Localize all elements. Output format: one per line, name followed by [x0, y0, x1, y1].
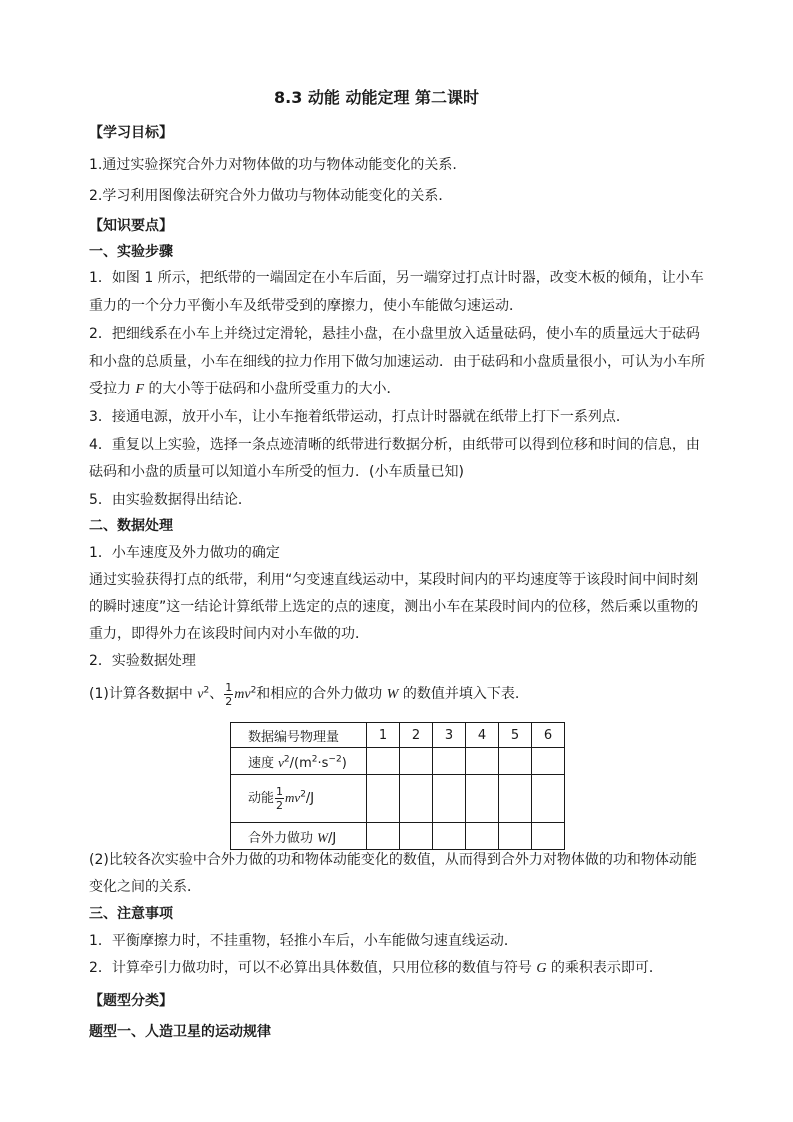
- step-4-line-1: 4．重复以上实验，选择一条点迹清晰的纸带进行数据分析，由纸带可以得到位移和时间的信息，由: [89, 437, 700, 453]
- subsection-1: 1．小车速度及外力做功的确定: [89, 545, 280, 561]
- compare-line-2: 变化之间的关系．: [89, 879, 201, 895]
- table-cell[interactable]: [499, 823, 532, 850]
- table-column-header: 3: [433, 723, 466, 748]
- table-cell[interactable]: [367, 748, 400, 775]
- table-cell[interactable]: [466, 748, 499, 775]
- data-table: [230, 722, 565, 850]
- table-cell[interactable]: [466, 823, 499, 850]
- step-2-line-2: 和小盘的总质量，小车在细线的拉力作用下做匀加速运动．由于砝码和小盘质量很小，可认为小车所: [89, 354, 705, 370]
- table-cell[interactable]: [532, 775, 565, 823]
- table-cell[interactable]: [400, 748, 433, 775]
- table-row: [231, 748, 565, 775]
- table-cell[interactable]: [433, 823, 466, 850]
- question-type-1: 题型一、人造卫星的运动规律: [89, 1024, 271, 1040]
- step-2-line-1: 2．把细线系在小车上并绕过定滑轮，悬挂小盘，在小盘里放入适量砝码，使小车的质量远大于砝码: [89, 326, 700, 342]
- page-title: 8.3 动能 动能定理 第二课时: [274, 88, 480, 107]
- table-cell[interactable]: [400, 823, 433, 850]
- table-cell[interactable]: [367, 775, 400, 823]
- step-1-line-2: 重力的一个分力平衡小车及纸带受到的摩擦力，使小车能做匀速运动．: [89, 298, 523, 314]
- section-heading-notes: 三、注意事项: [89, 906, 173, 922]
- step-1-line-1: 1．如图 1 所示，把纸带的一端固定在小车后面，另一端穿过打点计时器，改变木板的倾角，让小车: [89, 270, 704, 286]
- step-2-line-3: 受拉力 F 的大小等于砝码和小盘所受重力的大小．: [89, 381, 401, 397]
- fraction-one-half: $\frac{1}{2}$: [225, 680, 233, 708]
- table-cell[interactable]: [532, 748, 565, 775]
- table-header-row: [231, 723, 565, 748]
- note-1: 1．平衡摩擦力时，不挂重物，轻推小车后，小车能做匀速直线运动．: [89, 933, 518, 949]
- goals-heading: 【学习目标】: [89, 125, 173, 141]
- table-row: [231, 823, 565, 850]
- goal-item-1: 1.通过实验探究合外力对物体做的功与物体动能变化的关系.: [89, 157, 457, 173]
- subsection-2: 2．实验数据处理: [89, 653, 196, 669]
- table-cell[interactable]: [499, 748, 532, 775]
- table-column-header: 6: [532, 723, 565, 748]
- step-4-line-2: 砝码和小盘的质量可以知道小车所受的恒力．(小车质量已知): [89, 464, 464, 480]
- row-label-work: 合外力做功 W/J: [231, 823, 367, 850]
- table-column-header: 4: [466, 723, 499, 748]
- row-label-kinetic-energy: 动能 $\frac{1}{2}$ $mv^2/J$: [231, 775, 367, 823]
- table-cell[interactable]: [466, 775, 499, 823]
- table-header-label: 数据编号物理量: [231, 723, 367, 748]
- table-cell[interactable]: [367, 823, 400, 850]
- types-heading: 【题型分类】: [89, 993, 173, 1009]
- goal-item-2: 2.学习利用图像法研究合外力做功与物体动能变化的关系．: [89, 188, 453, 204]
- table-column-header: 2: [400, 723, 433, 748]
- knowledge-heading: 【知识要点】: [89, 218, 173, 234]
- note-2: 2．计算牵引力做功时，可以不必算出具体数值，只用位移的数值与符号 G 的乘积表示即可．: [89, 960, 663, 976]
- table-cell[interactable]: [433, 775, 466, 823]
- table-row: [231, 775, 565, 823]
- calc-instruction: (1)计算各数据中 $v^2$、 $\frac{1}{2}$ $mv^2$和相应的合外力做功 W 的数值并填入下表.: [89, 680, 520, 708]
- table-cell[interactable]: [499, 775, 532, 823]
- row-label-speed: 速度 $v^2/(m^2\cdot s^{-2})$: [231, 748, 367, 775]
- table-cell[interactable]: [433, 748, 466, 775]
- section-heading-data: 二、数据处理: [89, 518, 173, 534]
- table-cell[interactable]: [400, 775, 433, 823]
- section-heading-steps: 一、实验步骤: [89, 244, 173, 260]
- table-column-header: 1: [367, 723, 400, 748]
- paragraph-line-1: 通过实验获得打点的纸带，利用“匀变速直线运动中，某段时间内的平均速度等于该段时间中间时刻: [89, 572, 699, 588]
- paragraph-line-2: 的瞬时速度”这一结论计算纸带上选定的点的速度，测出小车在某段时间内的位移，然后乘以重物的: [89, 599, 699, 615]
- fraction-one-half: $\frac{1}{2}$: [276, 785, 284, 812]
- table-column-header: 5: [499, 723, 532, 748]
- table-cell[interactable]: [532, 823, 565, 850]
- compare-line-1: (2)比较各次实验中合外力做的功和物体动能变化的数值，从而得到合外力对物体做的功和物体动能: [89, 852, 697, 868]
- step-5: 5．由实验数据得出结论．: [89, 492, 252, 508]
- paragraph-line-3: 重力，即得外力在该段时间内对小车做的功．: [89, 626, 369, 642]
- step-3: 3．接通电源，放开小车，让小车拖着纸带运动，打点计时器就在纸带上打下一系列点．: [89, 409, 630, 425]
